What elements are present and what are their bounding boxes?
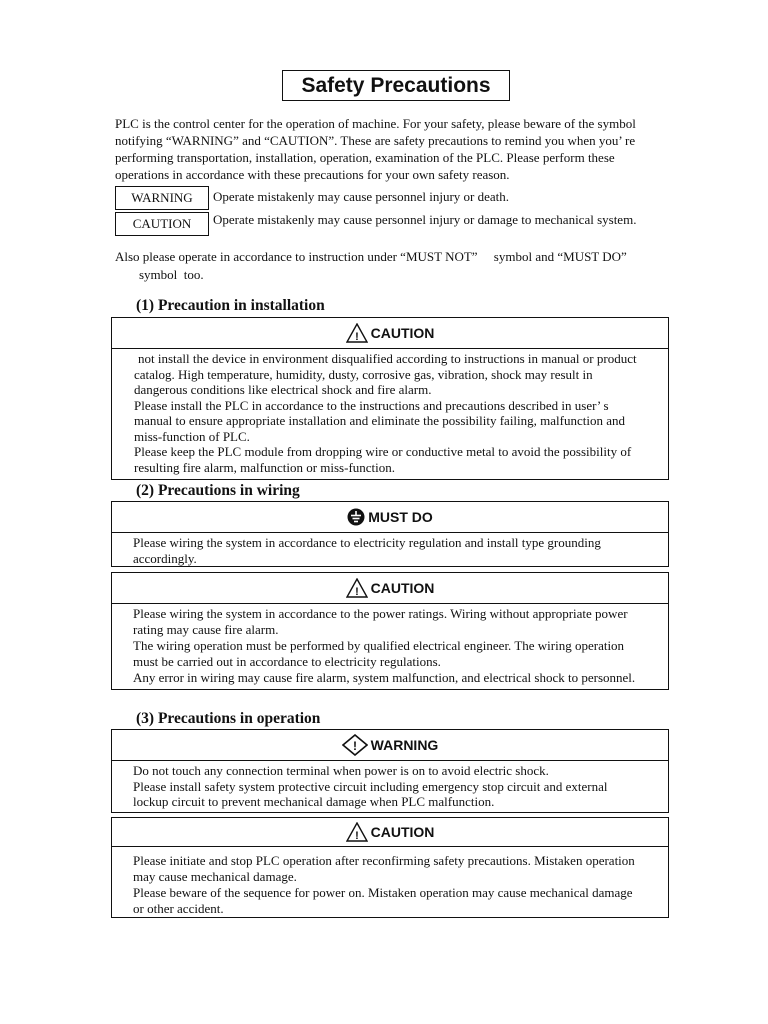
must-do-label: MUST DO: [368, 509, 433, 525]
panel-line: not install the device in environment disqualified according to instructions in manual or product: [138, 351, 637, 366]
panel-line: Please install the PLC in accordance to the instructions and precautions described in user’ s: [134, 397, 609, 413]
warning-panel-header: [111, 729, 669, 761]
panel-line: Do not touch any connection terminal when power is on to avoid electric shock.: [133, 763, 549, 778]
caution-panel-body: [111, 604, 669, 690]
panel-line: lockup circuit to prevent mechanical damage when PLC malfunction.: [133, 794, 495, 809]
panel-line: Please beware of the sequence for power on. Mistaken operation may cause mechanical damage: [133, 885, 633, 900]
must-do-panel-body: [111, 533, 669, 567]
panel-line: manual to ensure appropriate installation and eliminate the possibility failing, malfunction and: [134, 413, 625, 428]
caution-label: CAUTION: [370, 580, 435, 596]
svg-text:!: !: [352, 739, 357, 753]
caution-triangle-icon: [346, 822, 368, 842]
panel-line: Please wiring the system in accordance to electricity regulation and install type grounding: [133, 535, 601, 550]
warning-diamond-icon: [342, 734, 368, 756]
legend-warning-label: WARNING: [115, 186, 209, 210]
ground-icon: [347, 508, 365, 526]
panel-line: The wiring operation must be performed by qualified electrical engineer. The wiring operation: [133, 638, 625, 653]
also-line-1: Also please operate in accordance to instruction under “MUST NOT” symbol and “MUST DO”: [115, 249, 627, 264]
section-heading-operation: (3) Precautions in operation: [136, 710, 321, 727]
page-title: Safety Precautions: [282, 70, 510, 101]
caution-triangle-icon: [346, 323, 368, 343]
svg-text:!: !: [354, 830, 359, 842]
panel-line: must be carried out in accordance to electricity regulations.: [133, 654, 441, 669]
panel-line: Please wiring the system in accordance to the power ratings. Wiring without appropriate power: [133, 606, 628, 621]
panel-line: Please initiate and stop PLC operation after reconfirming safety precautions. Mistaken operation: [133, 853, 635, 868]
warning-panel-body: [111, 761, 669, 813]
caution-panel-header: [111, 572, 669, 604]
svg-text:!: !: [354, 331, 359, 343]
panel-line: accordingly.: [133, 550, 197, 566]
legend-caution-text: Operate mistakenly may cause personnel injury or damage to mechanical system.: [213, 212, 637, 227]
panel-line: resulting fire alarm, malfunction or miss-function.: [134, 459, 396, 475]
caution-panel-header: [111, 317, 669, 349]
section-heading-wiring: (2) Precautions in wiring: [136, 482, 300, 499]
section-heading-installation: (1) Precaution in installation: [136, 297, 325, 314]
caution-panel-body: [111, 349, 669, 480]
warning-label: WARNING: [370, 737, 439, 753]
caution-label: CAUTION: [370, 325, 435, 341]
panel-line: dangerous conditions like electrical shock and fire alarm.: [134, 382, 432, 397]
caution-panel-body: [111, 846, 669, 918]
legend-warning-text: Operate mistakenly may cause personnel injury or death.: [213, 189, 510, 204]
panel-line: miss-function of PLC.: [134, 428, 250, 444]
intro-paragraph: PLC is the control center for the operation of machine. For your safety, please beware of the symbol notifying “WARNING” and “CAUTION”. These are safety precautions to remind you when you’ re performing transportation, installation, operation, examination of the PLC. Please perform these operations in accordance with these precautions for your own safety reason.: [115, 116, 636, 182]
caution-label: CAUTION: [370, 824, 435, 840]
also-line-2: symbol too.: [139, 267, 204, 282]
panel-line: may cause mechanical damage.: [133, 869, 297, 884]
panel-line: Any error in wiring may cause fire alarm, system malfunction, and electrical shock to personnel.: [133, 670, 636, 685]
caution-triangle-icon: [346, 578, 368, 598]
panel-line: Please install safety system protective circuit including emergency stop circuit and external: [133, 778, 608, 794]
caution-panel-header: [111, 817, 669, 846]
panel-line: Please keep the PLC module from dropping wire or conductive metal to avoid the possibility of: [134, 444, 632, 459]
panel-line: catalog. High temperature, humidity, dusty, corrosive gas, vibration, shock may result in: [134, 366, 593, 382]
svg-text:!: !: [354, 586, 359, 598]
legend-caution-label: CAUTION: [115, 212, 209, 236]
panel-line: or other accident.: [133, 901, 224, 916]
panel-line: rating may cause fire alarm.: [133, 622, 279, 637]
must-do-panel-header: [111, 501, 669, 533]
